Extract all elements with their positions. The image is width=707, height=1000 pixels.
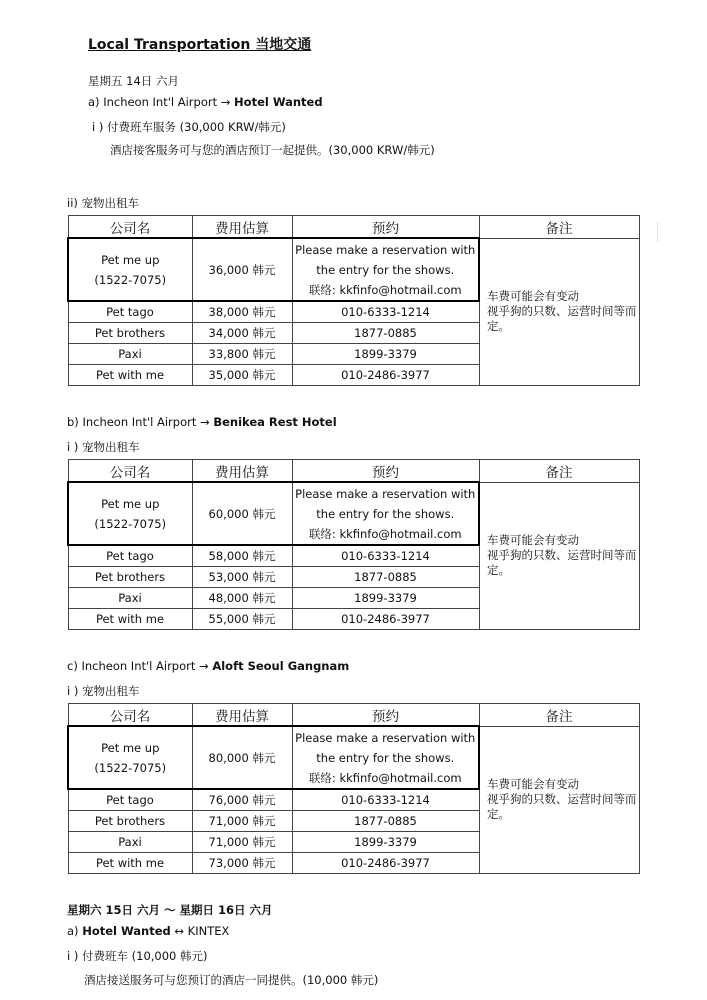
header-note: 备注 [479,216,639,239]
pet-taxi-heading: i ) 宠物出租车 [67,440,140,454]
note-cell [479,726,639,873]
route-b-heading [67,415,337,429]
booking-cell [292,482,479,545]
day2-shuttle-desc: 酒店接送服务可与您预订的酒店一同提供。(10,000 韩元) [84,973,379,987]
company-name: Pet me up [101,740,160,755]
pet-taxi-heading: ii) 宠物出租车 [67,196,140,210]
header-company: 公司名 [68,704,192,727]
booking-line: Please make a reservation with [295,730,476,745]
booking-line: Please make a reservation with [295,242,476,257]
page-title: Local Transportation 当地交通 [88,37,312,53]
cost-cell: 36,000 韩元 [192,238,292,301]
header-cost: 费用估算 [192,460,292,483]
route-c-heading [67,659,349,673]
phone-cell: 1877-0885 [292,810,479,831]
route-a-heading [88,95,323,109]
company-cell [68,726,192,789]
company-name: Paxi [68,831,192,852]
booking-cell [292,726,479,789]
cost-cell: 80,000 韩元 [192,726,292,789]
route-c-prefix: c) Incheon Int'l Airport → [67,659,213,673]
note-line: 视乎狗的只数、运营时间等而定。 [487,304,637,333]
company-name: Pet tago [68,301,192,322]
route-b-prefix: b) Incheon Int'l Airport → [67,415,214,429]
note-line: 车费可能会有变动 [487,777,579,791]
phone-cell: 010-6333-1214 [292,545,479,566]
cost-cell: 71,000 韩元 [192,810,292,831]
margin-marker [657,222,666,242]
booking-cell [292,238,479,301]
day2-route-suffix: ↔ KINTEX [170,924,230,938]
company-name: Pet with me [68,364,192,385]
booking-line: the entry for the shows. [316,506,455,521]
day2-shuttle-heading: i ) 付费班车 (10,000 韩元) [67,949,208,963]
booking-email: 联络: kkfinfo@hotmail.com [308,282,462,297]
cost-cell: 60,000 韩元 [192,482,292,545]
day2-route-a-heading [67,924,229,938]
cost-cell: 35,000 韩元 [192,364,292,385]
company-name: Pet me up [101,496,160,511]
phone-cell: 1899-3379 [292,587,479,608]
phone-cell: 1899-3379 [292,831,479,852]
company-name: Pet with me [68,608,192,629]
note-cell [479,238,639,385]
header-company: 公司名 [68,216,192,239]
booking-line: the entry for the shows. [316,262,455,277]
route-a-prefix: a) Incheon Int'l Airport → [88,95,235,109]
phone-cell: 010-2486-3977 [292,852,479,873]
company-phone: (1522-7075) [94,516,167,531]
cost-cell: 48,000 韩元 [192,587,292,608]
cost-cell: 38,000 韩元 [192,301,292,322]
shuttle-heading: i ) 付费班车服务 (30,000 KRW/韩元) [92,120,286,134]
cost-cell: 33,800 韩元 [192,343,292,364]
shuttle-desc: 酒店接客服务可与您的酒店预订一起提供。(30,000 KRW/韩元) [110,143,435,157]
note-line: 视乎狗的只数、运营时间等而定。 [487,792,637,821]
header-note: 备注 [479,460,639,483]
header-booking: 预约 [292,704,479,727]
phone-cell: 010-2486-3977 [292,364,479,385]
pet-taxi-heading: i ) 宠物出租车 [67,684,140,698]
table-row [68,726,639,789]
pet-taxi-table-2 [67,459,640,630]
booking-line: Please make a reservation with [295,486,476,501]
company-cell [68,482,192,545]
note-line: 视乎狗的只数、运营时间等而定。 [487,548,637,577]
cost-cell: 76,000 韩元 [192,789,292,810]
company-phone: (1522-7075) [94,272,167,287]
cost-cell: 34,000 韩元 [192,322,292,343]
company-name: Pet brothers [68,566,192,587]
phone-cell: 010-2486-3977 [292,608,479,629]
pet-taxi-table-1 [67,215,640,386]
header-booking: 预约 [292,460,479,483]
header-booking: 预约 [292,216,479,239]
day2-date: 星期六 15日 六月 ～ 星期日 16日 六月 [67,903,273,917]
note-cell [479,482,639,629]
day1-date: 星期五 14日 六月 [88,74,179,88]
company-name: Pet me up [101,252,160,267]
header-company: 公司名 [68,460,192,483]
booking-email: 联络: kkfinfo@hotmail.com [308,526,462,541]
day2-route-dest: Hotel Wanted [82,924,171,938]
phone-cell: 010-6333-1214 [292,301,479,322]
cost-cell: 71,000 韩元 [192,831,292,852]
company-cell [68,238,192,301]
company-phone: (1522-7075) [94,760,167,775]
company-name: Paxi [68,343,192,364]
header-cost: 费用估算 [192,704,292,727]
phone-cell: 010-6333-1214 [292,789,479,810]
company-name: Pet with me [68,852,192,873]
company-name: Pet tago [68,789,192,810]
note-line: 车费可能会有变动 [487,533,579,547]
company-name: Pet brothers [68,322,192,343]
route-a-dest: Hotel Wanted [234,95,323,109]
table-row [68,238,639,301]
booking-line: the entry for the shows. [316,750,455,765]
company-name: Paxi [68,587,192,608]
phone-cell: 1877-0885 [292,322,479,343]
cost-cell: 58,000 韩元 [192,545,292,566]
cost-cell: 55,000 韩元 [192,608,292,629]
day2-route-prefix: a) [67,924,83,938]
cost-cell: 73,000 韩元 [192,852,292,873]
route-c-dest: Aloft Seoul Gangnam [212,659,350,673]
cost-cell: 53,000 韩元 [192,566,292,587]
table-row [68,482,639,545]
route-b-dest: Benikea Rest Hotel [213,415,337,429]
header-cost: 费用估算 [192,216,292,239]
company-name: Pet tago [68,545,192,566]
booking-email: 联络: kkfinfo@hotmail.com [308,770,462,785]
pet-taxi-table-3 [67,703,640,874]
note-line: 车费可能会有变动 [487,289,579,303]
company-name: Pet brothers [68,810,192,831]
header-note: 备注 [479,704,639,727]
phone-cell: 1877-0885 [292,566,479,587]
phone-cell: 1899-3379 [292,343,479,364]
